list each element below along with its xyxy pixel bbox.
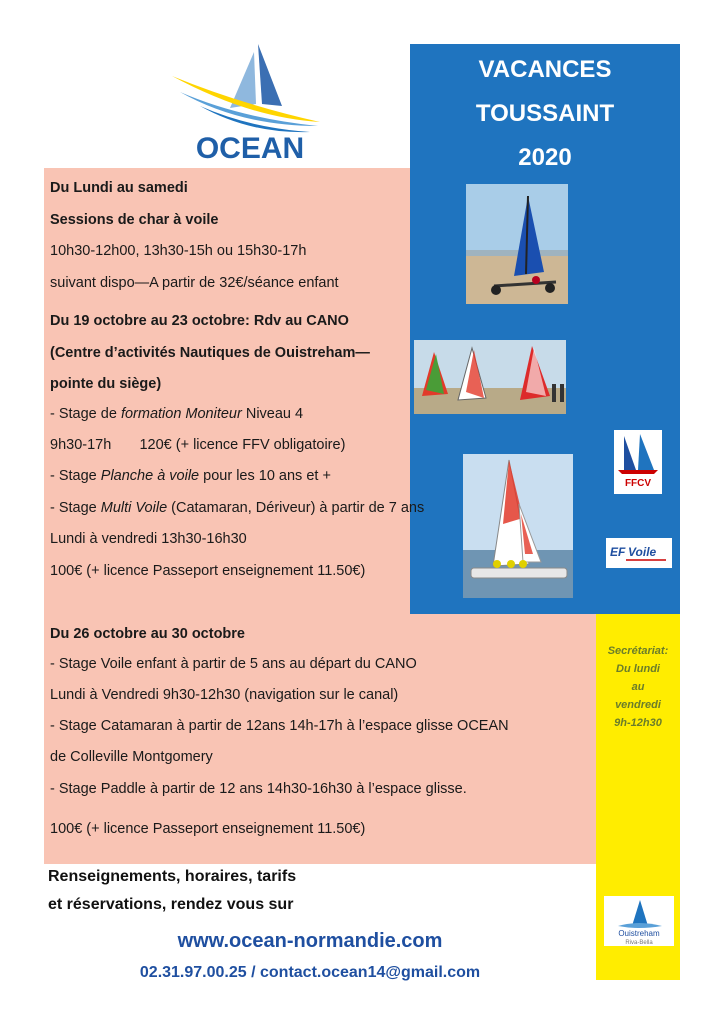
ffcv-badge bbox=[614, 430, 662, 494]
section3-line-3: - Stage Catamaran à partir de 12ans 14h-17h à l’espace glisse OCEAN bbox=[50, 718, 509, 734]
section3-line-6: 100€ (+ licence Passeport enseignement 11.50€) bbox=[50, 821, 366, 837]
windsurf-photo bbox=[414, 340, 566, 414]
title-line-1: VACANCES bbox=[478, 56, 612, 83]
secretariat-info bbox=[596, 642, 680, 732]
section3-line-1: - Stage Voile enfant à partir de 5 ans au départ du CANO bbox=[50, 656, 417, 672]
section3-line-4: de Colleville Montgomery bbox=[50, 749, 213, 765]
section2-line-6: 100€ (+ licence Passeport enseignement 11.50€) bbox=[50, 563, 366, 579]
ouistreham-text: Ouistreham bbox=[618, 929, 660, 938]
l3-post: pour les 10 ans et + bbox=[199, 468, 331, 484]
secretariat-line-3: au bbox=[631, 681, 645, 693]
section3-line-2: Lundi à Vendredi 9h30-12h30 (navigation sur le canal) bbox=[50, 687, 399, 703]
section2-title-3: pointe du siège) bbox=[50, 376, 162, 392]
footer-cta-line-2: et réservations, rendez vous sur bbox=[48, 896, 294, 913]
sand-yacht-photo bbox=[466, 184, 568, 304]
section2-line-1 bbox=[50, 406, 303, 422]
footer-cta-line-1: Renseignements, horaires, tarifs bbox=[48, 868, 297, 885]
section2-line-4 bbox=[50, 500, 424, 516]
ef-text: EF bbox=[610, 545, 626, 559]
ocean-logo bbox=[170, 42, 330, 162]
l3-em: Planche à voile bbox=[100, 468, 200, 484]
secretariat-line-4: vendredi bbox=[615, 699, 661, 711]
section2-line-3 bbox=[50, 468, 331, 484]
l1-post: Niveau 4 bbox=[241, 406, 304, 422]
contact-info[interactable]: 02.31.97.00.25 / contact.ocean14@gmail.com bbox=[139, 964, 481, 981]
section2-title-1: Du 19 octobre au 23 octobre: Rdv au CANO bbox=[50, 313, 349, 329]
section1-line-2: suivant dispo—A partir de 32€/séance enfant bbox=[50, 275, 339, 291]
l4-em: Multi Voile bbox=[100, 500, 168, 516]
website-link[interactable]: www.ocean-normandie.com bbox=[177, 930, 443, 952]
ef-voile-logo-icon bbox=[606, 538, 672, 568]
l4-pre: - Stage bbox=[50, 500, 101, 516]
l1-em: formation Moniteur bbox=[120, 406, 242, 422]
l1-pre: - Stage de bbox=[50, 406, 121, 422]
voile-text: Voile bbox=[628, 545, 657, 559]
secretariat-line-2: Du lundi bbox=[616, 663, 660, 675]
ouistreham-sub-text: Riva-Bella bbox=[625, 940, 653, 946]
section2-title-2: (Centre d’activités Nautiques de Ouistreham— bbox=[50, 345, 370, 361]
ffcv-logo-icon bbox=[614, 430, 662, 494]
logo-text: OCEAN bbox=[195, 132, 305, 162]
l4-post: (Catamaran, Dériveur) à partir de 7 ans bbox=[167, 500, 425, 516]
title-line-3: 2020 bbox=[518, 144, 572, 171]
page-title bbox=[410, 48, 680, 180]
sail-logo-icon bbox=[170, 42, 330, 162]
ef-voile-badge bbox=[606, 538, 672, 568]
section3-line-5: - Stage Paddle à partir de 12 ans 14h30-16h30 à l’espace glisse. bbox=[50, 781, 467, 797]
title-line-2: TOUSSAINT bbox=[475, 100, 615, 127]
section1-title-2: Sessions de char à voile bbox=[50, 212, 219, 228]
section2-line-2: 9h30-17h 120€ (+ licence FFV obligatoire) bbox=[50, 437, 346, 453]
section1-line-1: 10h30-12h00, 13h30-15h ou 15h30-17h bbox=[50, 243, 307, 259]
catamaran-photo bbox=[463, 454, 573, 598]
l3-pre: - Stage bbox=[50, 468, 101, 484]
section3-title: Du 26 octobre au 30 octobre bbox=[50, 626, 245, 642]
section2-line-5: Lundi à vendredi 13h30-16h30 bbox=[50, 531, 247, 547]
ffcv-text: FFCV bbox=[624, 478, 652, 489]
secretariat-line-1: Secrétariat: bbox=[607, 645, 669, 657]
secretariat-line-5: 9h-12h30 bbox=[614, 717, 662, 729]
section1-title-1: Du Lundi au samedi bbox=[50, 180, 188, 196]
